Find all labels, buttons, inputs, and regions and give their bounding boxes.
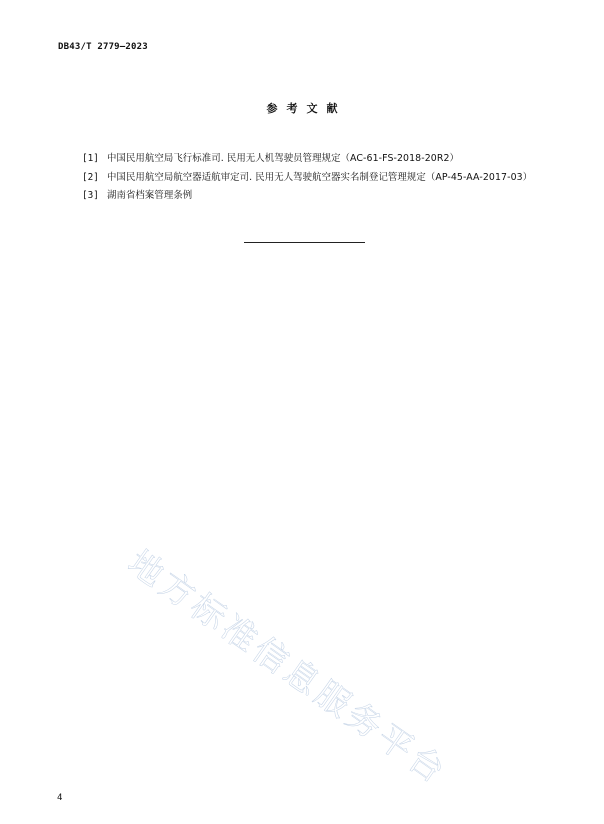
reference-list [82,150,532,206]
reference-text: 中国民用航空局飞行标准司. 民用无人机驾驶员管理规定（AC-61-FS-2018-20R2） [107,153,460,164]
reference-number: [1] [82,153,99,164]
reference-item [82,187,532,206]
reference-number: [2] [82,171,99,183]
watermark: 地方标准信息服务平台 [120,542,455,794]
reference-number: [3] [82,190,99,201]
document-code: DB43/T 2779—2023 [58,42,148,52]
page-number: 4 [57,793,63,803]
reference-item [82,169,532,188]
end-divider [244,242,365,243]
section-title: 参考文献 [266,102,347,115]
reference-text: 中国民用航空局航空器适航审定司. 民用无人驾驶航空器实名制登记管理规定（AP-45-AA-2017-03） [107,171,533,183]
reference-text: 湖南省档案管理条例 [107,190,193,201]
reference-item [82,150,532,169]
